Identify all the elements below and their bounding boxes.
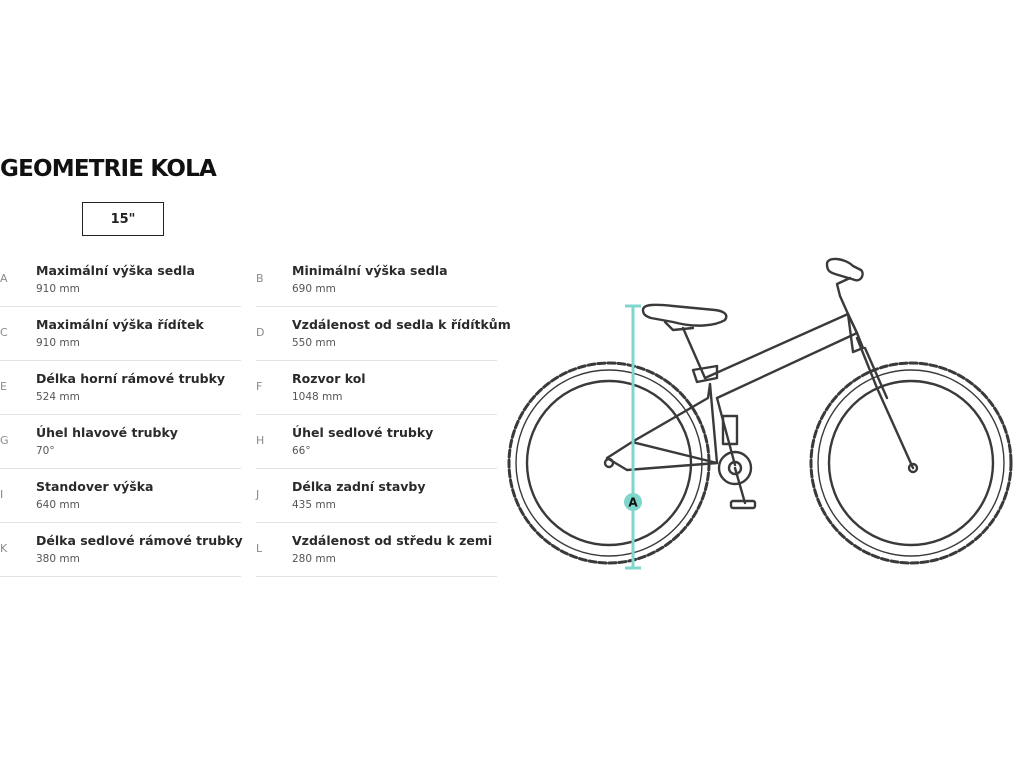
spec-value: 690 mm: [292, 283, 336, 295]
spec-letter: I: [0, 488, 4, 501]
spec-row-h: [256, 415, 497, 469]
spec-label: Rozvor kol: [292, 371, 366, 386]
spec-row-j: [256, 469, 497, 523]
pedal-icon: [731, 501, 755, 508]
spec-letter: J: [256, 488, 260, 501]
spec-row-c: [0, 307, 241, 361]
spec-label: Délka sedlové rámové trubky: [36, 533, 243, 548]
spec-letter: G: [0, 434, 9, 447]
spec-label: Vzdálenost od sedla k řídítkům: [292, 317, 511, 332]
spec-letter: D: [256, 326, 265, 339]
spec-label: Délka zadní stavby: [292, 479, 426, 494]
rear-tire-inner: [516, 370, 702, 556]
spec-value: 1048 mm: [292, 391, 343, 403]
spec-label: Maximální výška sedla: [36, 263, 195, 278]
spec-value: 910 mm: [36, 337, 80, 349]
spec-value: 550 mm: [292, 337, 336, 349]
bike-outline: [509, 259, 1011, 563]
spec-row-g: [0, 415, 241, 469]
spec-letter: K: [0, 542, 8, 555]
measurement-label-a: A: [628, 495, 638, 510]
spec-row-l: [256, 523, 497, 577]
spec-label: Úhel hlavové trubky: [36, 425, 178, 440]
spec-value: 640 mm: [36, 499, 80, 511]
spec-label: Úhel sedlové trubky: [292, 425, 434, 440]
stem: [837, 278, 850, 314]
spec-value: 380 mm: [36, 553, 80, 565]
spec-letter: F: [256, 380, 263, 393]
spec-label: Maximální výška řídítek: [36, 317, 204, 332]
spec-letter: A: [0, 272, 8, 285]
top-tube: [705, 314, 857, 398]
spec-letter: H: [256, 434, 265, 447]
spec-letter: C: [0, 326, 8, 339]
fork: [857, 338, 913, 468]
spec-label: Standover výška: [36, 479, 154, 494]
page-title: GEOMETRIE KOLA: [0, 156, 217, 182]
chainstay: [632, 442, 717, 463]
spec-label: Minimální výška sedla: [292, 263, 448, 278]
spec-value: 435 mm: [292, 499, 336, 511]
spec-value: 280 mm: [292, 553, 336, 565]
spec-letter: B: [256, 272, 264, 285]
spec-value: 910 mm: [36, 283, 80, 295]
saddle-icon: [643, 305, 726, 326]
spec-row-e: [0, 361, 241, 415]
spec-letter: E: [0, 380, 7, 393]
rear-triangle: [607, 384, 717, 470]
spec-row-a: [0, 253, 241, 307]
bike-geometry-diagram: [505, 248, 1015, 578]
spec-value: 66°: [292, 445, 311, 457]
spec-letter: L: [256, 542, 263, 555]
size-option-15[interactable]: 15": [82, 202, 164, 236]
spec-row-i: [0, 469, 241, 523]
handlebar-icon: [827, 259, 863, 280]
rear-tire-icon: [509, 363, 709, 563]
spec-value: 524 mm: [36, 391, 80, 403]
crank-arm: [735, 468, 745, 503]
rear-rim: [527, 381, 691, 545]
spec-label: Délka horní rámové trubky: [36, 371, 226, 386]
spec-label: Vzdálenost od středu k zemi: [292, 533, 493, 548]
spec-row-k: [0, 523, 241, 577]
spec-row-b: [256, 253, 497, 307]
spec-row-f: [256, 361, 497, 415]
spec-value: 70°: [36, 445, 55, 457]
spec-row-d: [256, 307, 511, 361]
